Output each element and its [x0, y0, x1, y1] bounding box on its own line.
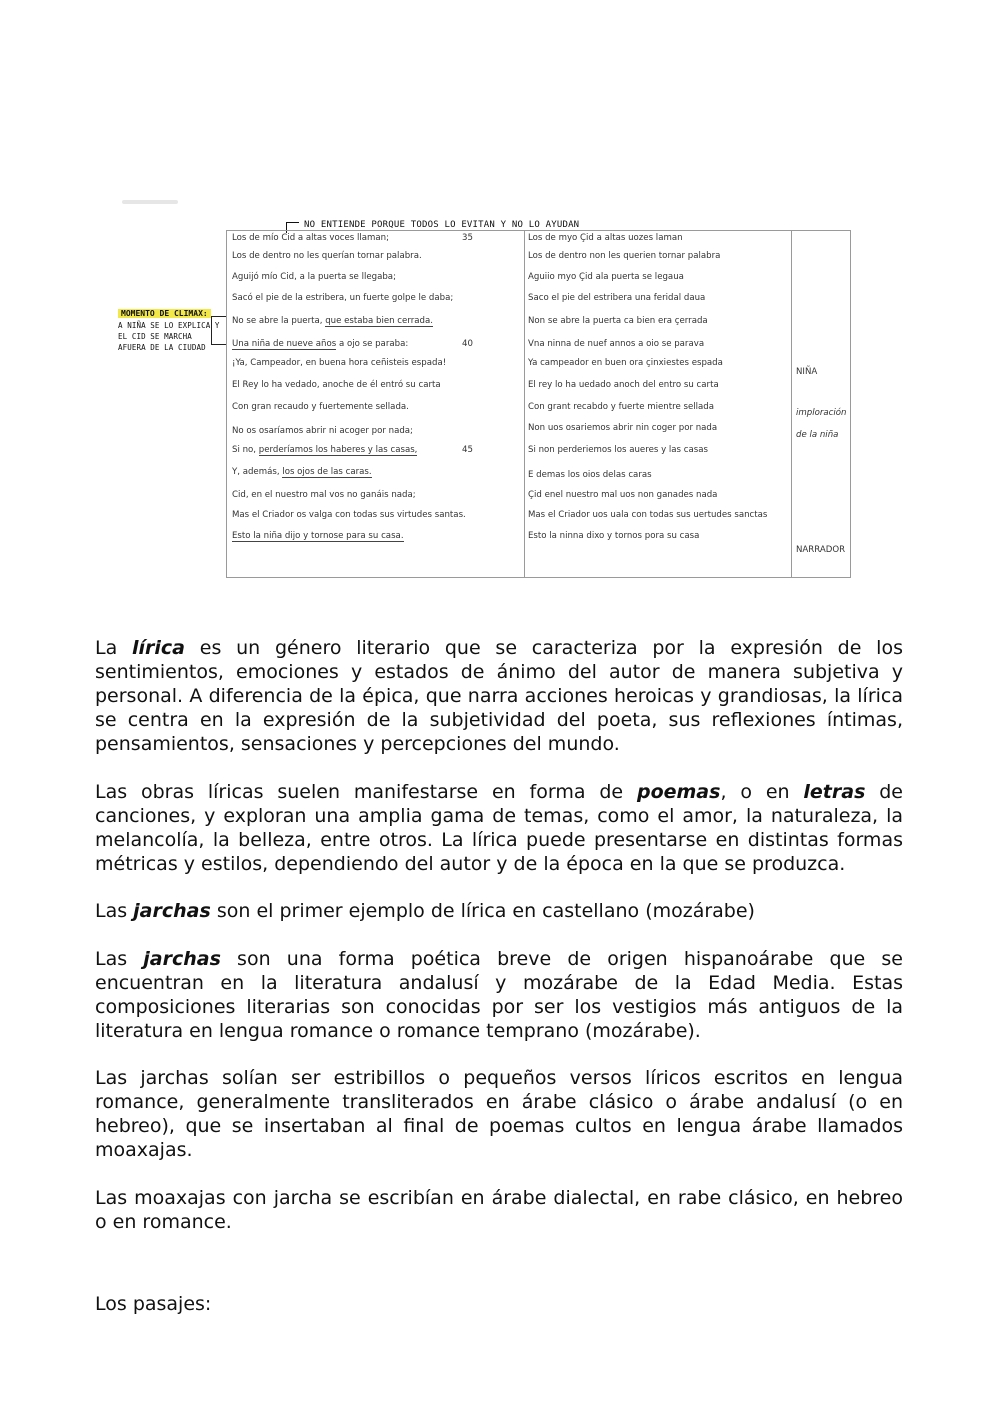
speaker-label-narrador: NARRADOR: [796, 545, 846, 555]
verse-original: Saco el pie del estribera una feridal daua: [528, 293, 706, 303]
verse-modern: Los de dentro no les querían tornar palabra.: [232, 251, 422, 261]
verse-text: a ojo se paraba:: [336, 339, 409, 349]
verse-modern: Cid, en el nuestro mal vos no ganáis nada;: [232, 490, 416, 500]
underlined-verse-text: Esto la niña dijo y tornose para su casa.: [232, 531, 404, 541]
text-run: Las: [95, 947, 144, 970]
section-heading-pasajes: Los pasajes:: [95, 1293, 212, 1315]
margin-note-line: EL CID SE MARCHA: [118, 332, 192, 341]
verse-original: Aguiio myo Çid ala puerta se legaua: [528, 272, 684, 282]
verse-modern: No os osaríamos abrir ni acoger por nada;: [232, 426, 413, 436]
verse-modern: [232, 531, 404, 542]
verse-modern: Sacó el pie de la estribera, un fuerte golpe le daba;: [232, 293, 454, 303]
verse-original: Si non perderiemos los aueres y las casas: [528, 445, 708, 455]
verse-modern: Los de mío Cid a altas voces llaman;: [232, 233, 389, 243]
text-run: son una forma poética breve de origen hispanoárabe que se encuentran en la literatura andalusí y mozárabe de la Edad Media. Estas composiciones literarias son conocidas por ser los vestigios más antiguos de la literatura en lengua romance o romance temprano (mozárabe).: [95, 947, 903, 1042]
emphasis-term: jarchas: [143, 947, 221, 970]
verse-original: Non uos osariemos abrir nin coger por nada: [528, 423, 718, 433]
text-run: La: [95, 637, 132, 659]
paragraph: Las jarchas solían ser estribillos o pequeños versos líricos escritos en lengua romance, generalmente transliterados en árabe clásico o árabe andalusí (o en hebreo), que se insertaban al final de poemas cultos en lengua árabe llamados moaxajas.: [95, 1067, 903, 1161]
handwritten-top-annotation: NO ENTIENDE PORQUE TODOS LO EVITAN Y NO LO AYUDAN: [304, 220, 580, 230]
verse-text: Si no,: [232, 445, 259, 455]
underlined-verse-text: que estaba bien cerrada.: [325, 316, 433, 326]
emphasis-term: jarchas: [133, 900, 211, 922]
paragraph: [95, 780, 903, 876]
column-divider: [524, 231, 525, 577]
speaker-label-nina: NIÑA: [796, 367, 818, 377]
emphasis-term: lírica: [132, 637, 185, 659]
text-run: son el primer ejemplo de lírica en castellano (mozárabe): [210, 900, 755, 922]
margin-note-line: A NIÑA SE LO EXPLICA Y: [118, 321, 220, 330]
verse-modern: [232, 467, 372, 478]
text-run: Las: [95, 900, 134, 922]
verse-modern: [232, 445, 417, 456]
verse-original: Con grant recabdo y fuerte mientre sellada: [528, 402, 715, 412]
faint-scan-mark: [122, 200, 178, 204]
underlined-verse-text: los ojos de las caras.: [282, 467, 372, 477]
speaker-note-imploracion: imploración: [796, 408, 847, 418]
column-divider: [791, 231, 792, 577]
underlined-verse-text: perderíamos los haberes y las casas,: [258, 445, 418, 455]
verse-original: E demas los oios delas caras: [528, 470, 652, 480]
verse-number: 40: [462, 339, 473, 349]
verse-original: Çid enel nuestro mal uos non ganades nada: [528, 490, 718, 500]
text-run: es un género literario que se caracteriza por la expresión de los sentimientos, emociones y estados de ánimo del autor de manera subjetiva y personal. A diferencia de la épica, que narra acciones heroicas y grandiosas, la lírica se centra en la expresión de la subjetividad del poeta, sus reflexiones íntimas, pensamientos, sensaciones y percepciones del mundo.: [95, 637, 903, 755]
verse-original: Mas el Criador uos uala con todas sus uertudes sanctas: [528, 510, 768, 520]
verse-modern: [232, 339, 408, 350]
paragraph: Las moaxajas con jarcha se escribían en árabe dialectal, en rabe clásico, en hebreo o en romance.: [95, 1186, 903, 1233]
emphasis-term: letras: [803, 780, 866, 803]
speaker-note-de-la-nina: de la niña: [796, 430, 839, 440]
text-run: , o en: [720, 780, 804, 803]
text-run: de canciones, y exploran una amplia gama de temas, como el amor, la naturaleza, la melancolía, la belleza, entre otros. La lírica puede presentarse en distintas formas métricas y estilos, dependiendo del autor y de la época en la que se produzca.: [95, 780, 903, 875]
verse-modern: ¡Ya, Campeador, en buena hora ceñisteis espada!: [232, 358, 447, 368]
verse-original: El rey lo ha uedado anoch del entro su carta: [528, 380, 719, 390]
verse-original: Ya campeador en buen ora çinxiestes espada: [528, 358, 723, 368]
margin-note-line: AFUERA DE LA CIUDAD: [118, 343, 206, 352]
body-text: [95, 636, 903, 1257]
paragraph: [95, 636, 903, 756]
verse-original: Non se abre la puerta ca bien era çerrada: [528, 316, 708, 326]
verse-number: 35: [462, 233, 473, 243]
verse-original: Los de dentro non les querien tornar palabra: [528, 251, 721, 261]
poem-table: [226, 230, 851, 578]
margin-note-bracket: [211, 316, 226, 345]
verse-original: Vna ninna de nuef annos a oio se parava: [528, 339, 705, 349]
verse-number: 45: [462, 445, 473, 455]
underlined-verse-text: Una niña de nueve años: [232, 339, 337, 349]
verse-original: Los de myo Çid a altas uozes laman: [528, 233, 683, 243]
verse-text: Y, además,: [232, 467, 283, 477]
paragraph: [95, 947, 903, 1043]
verse-modern: Mas el Criador os valga con todas sus virtudes santas.: [232, 510, 466, 520]
verse-modern: [232, 316, 433, 327]
verse-original: Esto la ninna dixo y tornos pora su casa: [528, 531, 700, 541]
margin-note-title: MOMENTO DE CLIMAX:: [118, 309, 211, 318]
verse-modern: Aguijó mío Cid, a la puerta se llegaba;: [232, 272, 396, 282]
text-run: Las obras líricas suelen manifestarse en forma de: [95, 780, 637, 803]
verse-modern: Con gran recaudo y fuertemente sellada.: [232, 402, 409, 412]
paragraph: [95, 899, 903, 923]
emphasis-term: poemas: [636, 780, 721, 803]
poem-figure: [0, 0, 1000, 600]
verse-modern: El Rey lo ha vedado, anoche de él entró su carta: [232, 380, 441, 390]
verse-text: No se abre la puerta,: [232, 316, 326, 326]
